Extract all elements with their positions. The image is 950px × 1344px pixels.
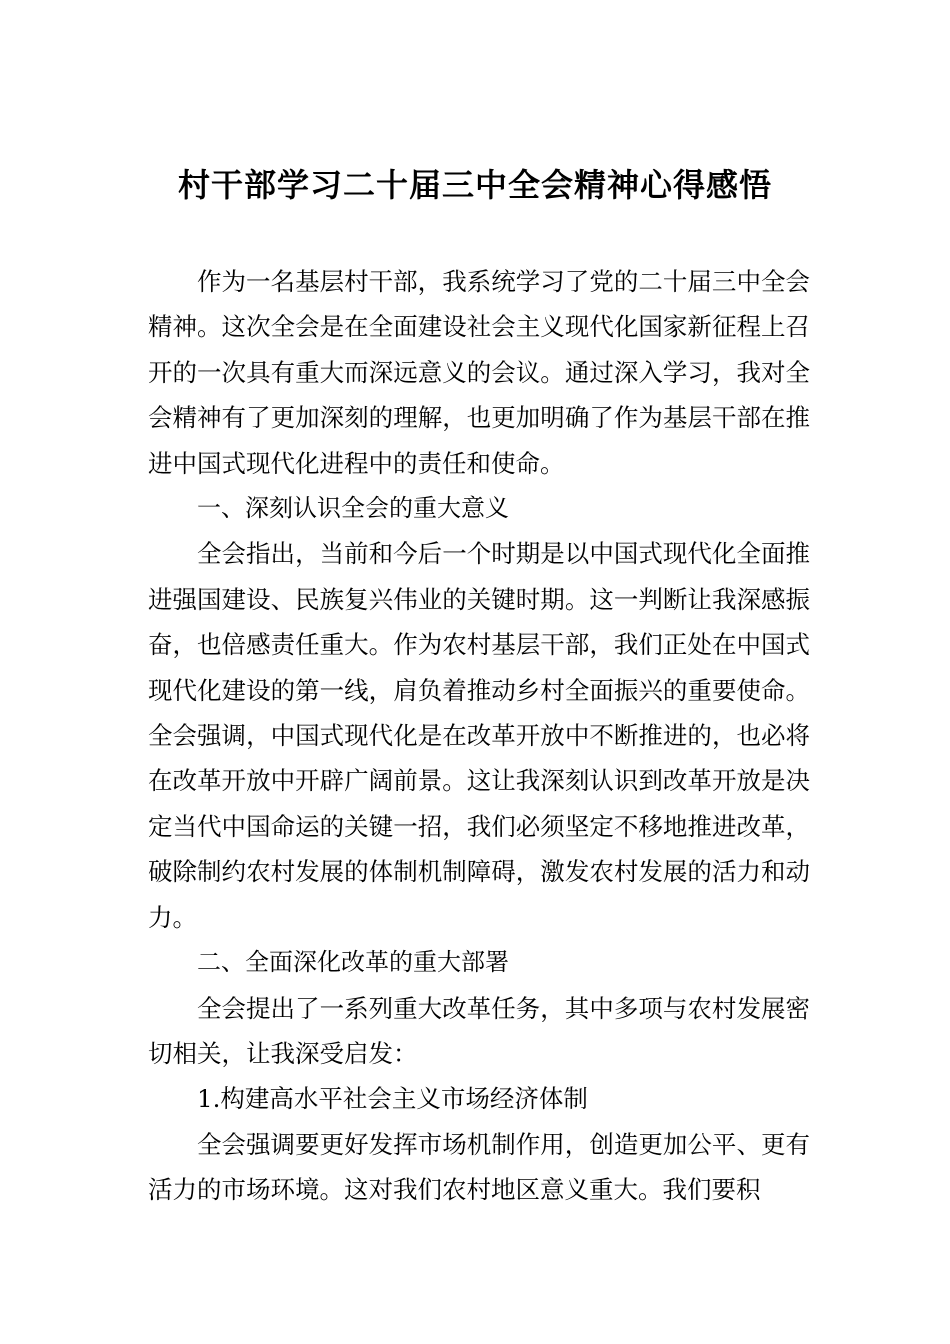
section-heading-2: 二、全面深化改革的重大部署 [197,948,509,977]
paragraph-subsection-1: 全会强调要更好发挥市场机制作用，创造更加公平、更有活力的市场环境。这对我们农村地区意义重大。我们要积 [148,1129,810,1205]
paragraph-section-2-intro: 全会提出了一系列重大改革任务，其中多项与农村发展密切相关，让我深受启发： [148,993,810,1068]
subheading-1: 1.构建高水平社会主义市场经济体制 [197,1084,588,1114]
document-title: 村干部学习二十届三中全会精神心得感悟 [177,166,772,204]
paragraph-section-1: 全会指出，当前和今后一个时期是以中国式现代化全面推进强国建设、民族复兴伟业的关键时期。这一判断让我深感振奋，也倍感责任重大。作为农村基层干部，我们正处在中国式现代化建设的第一线，肩负着推动乡村全面振兴的重要使命。全会强调，中国式现代化是在改革开放中不断推进的，也必将在改革开放中开辟广阔前景。这让我深刻认识到改革开放是决定当代中国命运的关键一招，我们必须坚定不移地推进改革，破除制约农村发展的体制机制障碍，激发农村发展的活力和动力。 [148,539,810,932]
document-body [148,259,810,1213]
section-heading-1: 一、深刻认识全会的重大意义 [197,494,509,523]
paragraph-intro: 作为一名基层村干部，我系统学习了党的二十届三中全会精神。这次全会是在全面建设社会主义现代化国家新征程上召开的一次具有重大而深远意义的会议。通过深入学习，我对全会精神有了更加深刻的理解，也更加明确了作为基层干部在推进中国式现代化进程中的责任和使命。 [148,267,810,478]
